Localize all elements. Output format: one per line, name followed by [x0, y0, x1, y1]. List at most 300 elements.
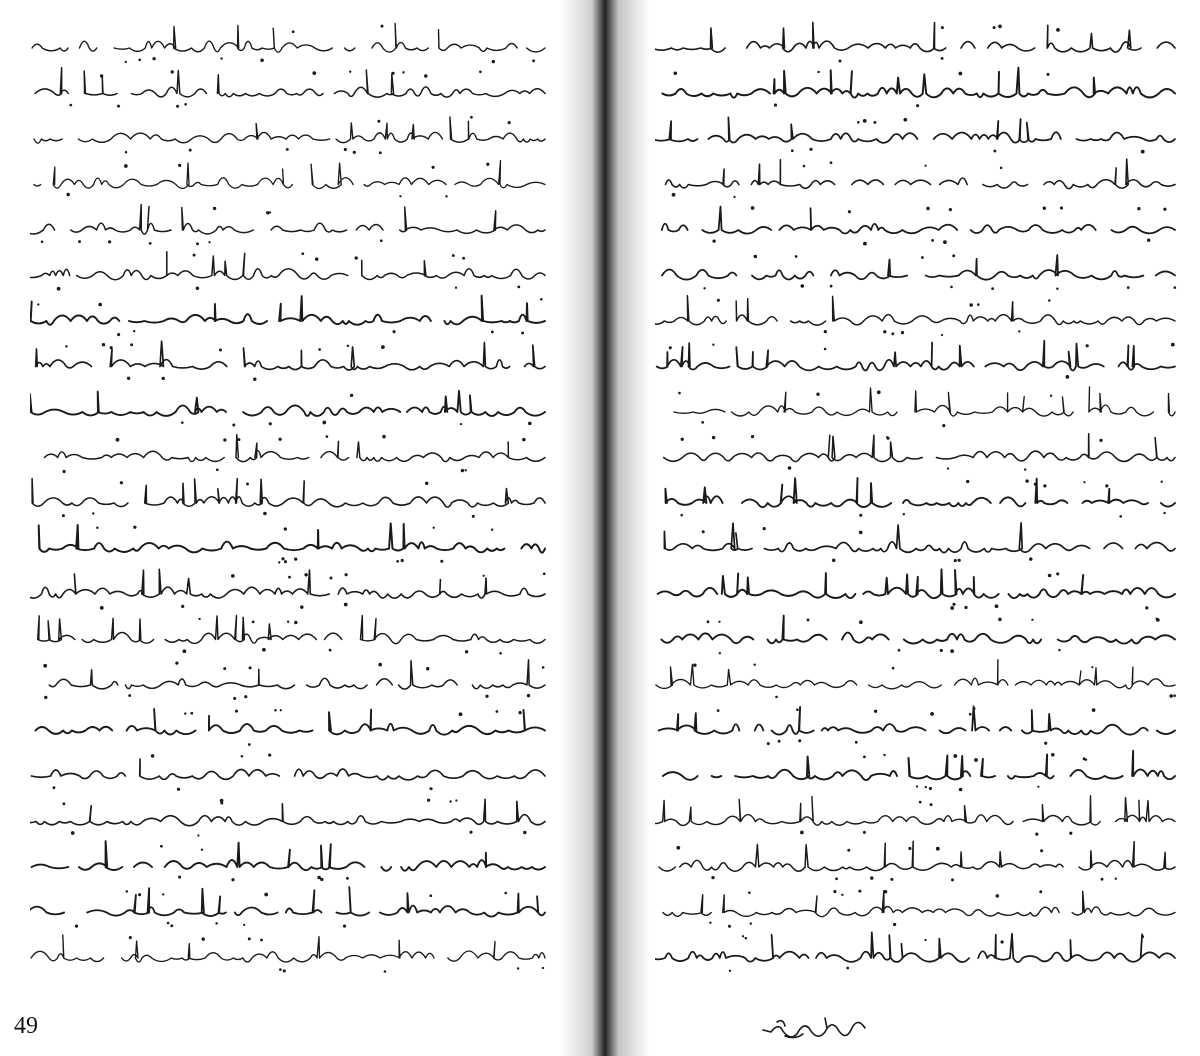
diacritic-dot — [718, 621, 720, 623]
diacritic-dot — [709, 922, 711, 924]
diacritic-dot — [672, 193, 676, 197]
diacritic-dot — [469, 831, 472, 834]
diacritic-dot — [678, 392, 681, 395]
diacritic-dot — [44, 696, 47, 699]
diacritic-dot — [243, 924, 245, 926]
diacritic-dot — [1056, 572, 1059, 575]
diacritic-dot — [748, 891, 751, 894]
diacritic-dot — [1105, 484, 1108, 487]
diacritic-dot — [346, 877, 349, 880]
diacritic-dot — [465, 469, 467, 471]
handwritten-line — [31, 759, 545, 780]
diacritic-dot — [248, 937, 251, 940]
diacritic-dot — [232, 424, 235, 427]
diacritic-dot — [170, 924, 173, 927]
diacritic-dot — [102, 343, 105, 346]
diacritic-dot — [220, 57, 222, 59]
diacritic-dot — [98, 303, 102, 307]
diacritic-dot — [532, 59, 535, 62]
diacritic-dot — [508, 121, 511, 124]
diacritic-dot — [62, 802, 65, 805]
diacritic-dot — [859, 514, 862, 517]
diacritic-dot — [63, 470, 66, 473]
diacritic-dot — [246, 482, 249, 485]
diacritic-dot — [543, 572, 546, 575]
diacritic-dot — [124, 164, 128, 168]
diacritic-dot — [1051, 753, 1055, 757]
diacritic-dot — [1147, 239, 1150, 242]
diacritic-dot — [1141, 150, 1145, 154]
diacritic-dot — [396, 560, 399, 563]
diacritic-dot — [175, 661, 178, 664]
diacritic-dot — [943, 240, 947, 244]
diacritic-dot — [37, 303, 39, 305]
diacritic-dot — [279, 968, 282, 971]
diacritic-dot — [753, 663, 755, 665]
diacritic-dot — [742, 935, 744, 937]
diacritic-dot — [108, 240, 111, 243]
diacritic-dot — [863, 756, 866, 759]
diacritic-dot — [491, 528, 493, 530]
diacritic-dot — [528, 422, 532, 426]
diacritic-dot — [969, 713, 972, 716]
diacritic-dot — [778, 740, 781, 743]
diacritic-dot — [312, 71, 316, 75]
diacritic-dot — [1141, 935, 1144, 938]
handwritten-line — [30, 523, 545, 552]
handwritten-line — [32, 479, 545, 508]
diacritic-dot — [260, 939, 263, 942]
diacritic-dot — [1024, 468, 1026, 470]
handwritten-line — [30, 117, 545, 143]
diacritic-dot — [1039, 890, 1042, 893]
diacritic-dot — [890, 878, 893, 881]
diacritic-dot — [966, 480, 969, 483]
diacritic-dot — [898, 649, 901, 652]
diacritic-dot — [393, 330, 396, 333]
diacritic-dot — [253, 377, 256, 380]
diacritic-dot — [177, 788, 180, 791]
diacritic-dot — [891, 332, 894, 335]
diacritic-dot — [71, 831, 75, 835]
diacritic-dot — [540, 298, 543, 301]
diacritic-dot — [440, 560, 443, 563]
diacritic-dot — [294, 557, 297, 560]
diacritic-dot — [485, 695, 488, 698]
handwritten-line — [657, 341, 1175, 371]
diacritic-dot — [791, 149, 794, 152]
diacritic-dot — [1173, 286, 1176, 289]
handwritten-line — [34, 161, 545, 189]
diacritic-dot — [841, 894, 843, 896]
diacritic-dot — [1035, 832, 1038, 835]
diacritic-dot — [835, 877, 838, 880]
diacritic-dot — [1099, 439, 1102, 442]
diacritic-dot — [919, 801, 922, 804]
diacritic-dot — [669, 346, 672, 349]
diacritic-dot — [921, 256, 924, 259]
diacritic-dot — [344, 603, 348, 607]
diacritic-dot — [958, 559, 961, 562]
handwritten-line — [662, 207, 1175, 234]
diacritic-dot — [162, 377, 165, 380]
diacritic-dot — [465, 650, 468, 653]
diacritic-dot — [492, 60, 495, 63]
diacritic-dot — [991, 287, 994, 290]
diacritic-dot — [883, 330, 886, 333]
diacritic-dot — [847, 849, 850, 852]
diacritic-dot — [486, 163, 489, 166]
diacritic-dot — [754, 255, 757, 258]
diacritic-dot — [711, 876, 714, 879]
diacritic-dot — [707, 620, 710, 623]
diacritic-dot — [788, 466, 792, 470]
diacritic-dot — [152, 57, 155, 60]
diacritic-dot — [1043, 207, 1046, 210]
diacritic-dot — [384, 970, 387, 973]
diacritic-dot — [110, 346, 113, 349]
diacritic-dot — [873, 121, 876, 124]
diacritic-dot — [798, 739, 801, 742]
diacritic-dot — [848, 210, 851, 213]
handwritten-line — [38, 616, 545, 644]
diacritic-dot — [1161, 481, 1163, 483]
diacritic-dot — [181, 605, 184, 608]
handwritten-line — [655, 117, 1175, 142]
diacritic-dot — [278, 561, 280, 563]
diacritic-dot — [807, 618, 810, 621]
diacritic-dot — [1025, 479, 1028, 482]
diacritic-dot — [41, 241, 44, 244]
diacritic-dot — [126, 890, 129, 893]
handwritten-line — [655, 22, 1175, 52]
diacritic-dot — [729, 970, 731, 972]
diacritic-dot — [996, 894, 1000, 898]
diacritic-dot — [942, 424, 945, 427]
diacritic-dot — [461, 469, 464, 472]
diacritic-dot — [504, 892, 507, 895]
diacritic-dot — [288, 576, 291, 579]
left-page — [30, 20, 560, 1020]
diacritic-dot — [947, 467, 949, 469]
diacritic-dot — [523, 831, 526, 834]
diacritic-dot — [542, 666, 545, 669]
diacritic-dot — [830, 161, 833, 164]
diacritic-dot — [1127, 286, 1130, 289]
diacritic-dot — [893, 923, 896, 926]
diacritic-dot — [1044, 742, 1047, 745]
diacritic-dot — [1066, 375, 1070, 379]
diacritic-dot — [527, 694, 530, 697]
diacritic-dot — [274, 709, 277, 712]
diacritic-dot — [130, 343, 133, 346]
handwritten-line — [658, 569, 1175, 598]
diacritic-dot — [138, 58, 141, 61]
diacritic-dot — [117, 333, 120, 336]
diacritic-dot — [330, 577, 333, 580]
diacritic-dot — [133, 330, 135, 332]
diacritic-dot — [903, 118, 907, 122]
diacritic-dot — [449, 800, 451, 802]
handwritten-line — [655, 706, 1175, 734]
diacritic-dot — [208, 241, 210, 243]
diacritic-dot — [216, 468, 219, 471]
diacritic-dot — [1145, 606, 1148, 609]
handwritten-line — [31, 935, 545, 962]
diacritic-dot — [499, 652, 502, 655]
diacritic-dot — [281, 557, 284, 560]
diacritic-dot — [483, 575, 485, 577]
diacritic-dot — [455, 799, 457, 801]
diacritic-dot — [235, 710, 238, 713]
diacritic-dot — [201, 849, 203, 851]
handwritten-line — [35, 709, 545, 735]
diacritic-dot — [926, 207, 929, 210]
diacritic-dot — [674, 71, 678, 75]
diacritic-dot — [378, 663, 382, 667]
diacritic-dot — [886, 436, 888, 438]
diacritic-dot — [43, 664, 47, 668]
diacritic-dot — [1000, 940, 1003, 943]
diacritic-dot — [75, 924, 78, 927]
diacritic-dot — [993, 26, 996, 29]
diacritic-dot — [462, 257, 465, 260]
diacritic-dot — [190, 712, 193, 715]
diacritic-dot — [381, 25, 384, 28]
diacritic-dot — [178, 164, 181, 167]
diacritic-dot — [1086, 344, 1089, 347]
handwritten-line — [32, 24, 545, 53]
diacritic-dot — [350, 394, 353, 397]
diacritic-dot — [952, 254, 955, 257]
diacritic-dot — [1056, 28, 1060, 32]
diacritic-dot — [430, 787, 433, 790]
diacritic-dot — [901, 331, 904, 334]
diacritic-dot — [264, 893, 268, 897]
diacritic-dot — [429, 894, 432, 897]
diacritic-dot — [445, 195, 447, 197]
diacritic-dot — [1058, 649, 1060, 651]
diacritic-dot — [953, 754, 957, 758]
diacritic-dot — [833, 890, 836, 893]
diacritic-dot — [964, 606, 967, 609]
diacritic-dot — [196, 286, 200, 290]
diacritic-dot — [1031, 619, 1033, 621]
diacritic-dot — [703, 287, 705, 289]
handwritten-line — [655, 296, 1175, 326]
diacritic-dot — [138, 893, 141, 896]
diacritic-dot — [929, 787, 932, 790]
diacritic-dot — [223, 438, 226, 441]
handwritten-line — [30, 205, 545, 235]
diacritic-dot — [973, 707, 976, 710]
diacritic-dot — [930, 712, 934, 716]
diacritic-dot — [816, 393, 819, 396]
diacritic-dot — [278, 438, 281, 441]
diacritic-dot — [260, 59, 264, 63]
diacritic-dot — [1156, 618, 1159, 621]
diacritic-dot — [125, 151, 127, 153]
diacritic-dot — [62, 514, 65, 517]
diacritic-dot — [347, 345, 349, 347]
diacritic-dot — [712, 239, 715, 242]
diacritic-dot — [801, 284, 805, 288]
diacritic-dot — [916, 785, 918, 787]
diacritic-dot — [745, 937, 748, 940]
diacritic-dot — [266, 211, 269, 214]
diacritic-dot — [117, 105, 120, 108]
diacritic-dot — [1029, 557, 1032, 560]
diacritic-dot — [315, 257, 319, 261]
diacritic-dot — [1048, 299, 1051, 302]
diacritic-dot — [320, 878, 323, 881]
handwritten-line — [36, 341, 545, 370]
diacritic-dot — [167, 922, 170, 925]
diacritic-dot — [96, 527, 98, 529]
diacritic-dot — [717, 709, 720, 712]
diacritic-dot — [930, 803, 933, 806]
diacritic-dot — [294, 621, 297, 624]
diacritic-dot — [998, 25, 1002, 29]
diacritic-dot — [517, 967, 519, 969]
diacritic-dot — [215, 922, 218, 925]
diacritic-dot — [858, 890, 861, 893]
handwritten-line — [30, 252, 545, 280]
diacritic-dot — [382, 435, 386, 439]
diacritic-dot — [863, 242, 867, 246]
diacritic-dot — [1092, 708, 1096, 712]
diacritic-dot — [249, 666, 252, 669]
diacritic-dot — [950, 606, 954, 610]
diacritic-dot — [1040, 849, 1043, 852]
handwritten-line — [30, 887, 545, 917]
handwritten-line — [32, 841, 545, 871]
diacritic-dot — [284, 560, 287, 563]
diacritic-dot — [244, 695, 247, 698]
diacritic-dot — [855, 741, 858, 744]
diacritic-dot — [1056, 288, 1058, 290]
diacritic-dot — [877, 390, 881, 394]
diacritic-dot — [133, 526, 136, 529]
handwritten-line — [30, 569, 545, 598]
handwritten-line — [30, 799, 545, 826]
diacritic-dot — [701, 421, 704, 424]
handwritten-line — [664, 434, 1175, 462]
diacritic-dot — [181, 421, 184, 424]
diacritic-dot — [884, 890, 887, 893]
diacritic-dot — [262, 648, 266, 652]
diacritic-dot — [343, 925, 346, 928]
diacritic-dot — [903, 513, 905, 515]
diacritic-dot — [763, 527, 766, 530]
diacritic-dot — [160, 845, 163, 848]
diacritic-dot — [425, 482, 428, 485]
diacritic-dot — [193, 254, 196, 257]
diacritic-dot — [941, 57, 944, 60]
diacritic-dot — [751, 206, 755, 210]
diacritic-dot — [171, 70, 174, 73]
diacritic-dot — [863, 831, 866, 834]
handwritten-line — [656, 387, 1175, 416]
diacritic-dot — [231, 574, 235, 578]
diacritic-dot — [522, 438, 526, 442]
diacritic-dot — [712, 436, 715, 439]
diacritic-dot — [940, 649, 943, 652]
handwritten-line — [666, 159, 1176, 189]
diacritic-dot — [231, 878, 234, 881]
diacritic-dot — [1119, 515, 1122, 518]
page-number: 49 — [14, 1013, 38, 1039]
diacritic-dot — [128, 694, 131, 697]
diacritic-dot — [950, 649, 954, 653]
diacritic-dot — [292, 30, 295, 33]
diacritic-dot — [870, 876, 873, 879]
diacritic-dot — [151, 754, 155, 758]
handwritten-line — [655, 932, 1175, 962]
diacritic-dot — [518, 711, 521, 714]
diacritic-dot — [241, 755, 244, 758]
diacritic-dot — [301, 252, 304, 255]
diacritic-dot — [952, 603, 955, 606]
book-gutter-shadow — [560, 0, 650, 1056]
diacritic-dot — [427, 799, 430, 802]
diacritic-dot — [892, 667, 895, 670]
diacritic-dot — [92, 512, 94, 514]
diacritic-dot — [78, 240, 81, 243]
diacritic-dot — [883, 754, 885, 756]
diacritic-dot — [1037, 786, 1039, 788]
diacritic-dot — [300, 605, 304, 609]
diacritic-dot — [353, 151, 356, 154]
diacritic-dot — [100, 74, 103, 77]
diacritic-dot — [1046, 73, 1049, 76]
diacritic-dot — [1137, 207, 1140, 210]
diacritic-dot — [162, 893, 164, 895]
diacritic-dot — [344, 148, 347, 151]
diacritic-dot — [459, 712, 463, 716]
diacritic-dot — [201, 937, 204, 940]
diacritic-dot — [1043, 484, 1046, 487]
diacritic-dot — [830, 285, 833, 288]
diacritic-dot — [728, 925, 731, 928]
diacritic-dot — [796, 708, 799, 711]
diacritic-dot — [702, 530, 705, 533]
diacritic-dot — [326, 435, 329, 438]
diacritic-dot — [287, 620, 289, 622]
diacritic-dot — [69, 104, 72, 107]
handwritten-line — [665, 478, 1175, 507]
diacritic-dot — [795, 255, 798, 258]
handwritten-line — [664, 523, 1175, 553]
diacritic-dot — [248, 743, 251, 746]
diacritic-dot — [189, 149, 192, 152]
diacritic-dot — [100, 606, 104, 610]
diacritic-dot — [1050, 395, 1052, 397]
diacritic-dot — [774, 104, 777, 107]
diacritic-dot — [681, 438, 684, 441]
diacritic-dot — [998, 618, 1002, 622]
diacritic-dot — [1169, 694, 1173, 698]
diacritic-dot — [1171, 343, 1175, 347]
handwritten-line — [663, 891, 1175, 917]
diacritic-dot — [959, 72, 963, 76]
diacritic-dot — [931, 239, 934, 242]
diacritic-dot — [355, 256, 358, 259]
diacritic-dot — [424, 74, 427, 77]
diacritic-dot — [857, 121, 860, 124]
diacritic-dot — [1048, 574, 1052, 578]
diacritic-dot — [57, 287, 61, 291]
